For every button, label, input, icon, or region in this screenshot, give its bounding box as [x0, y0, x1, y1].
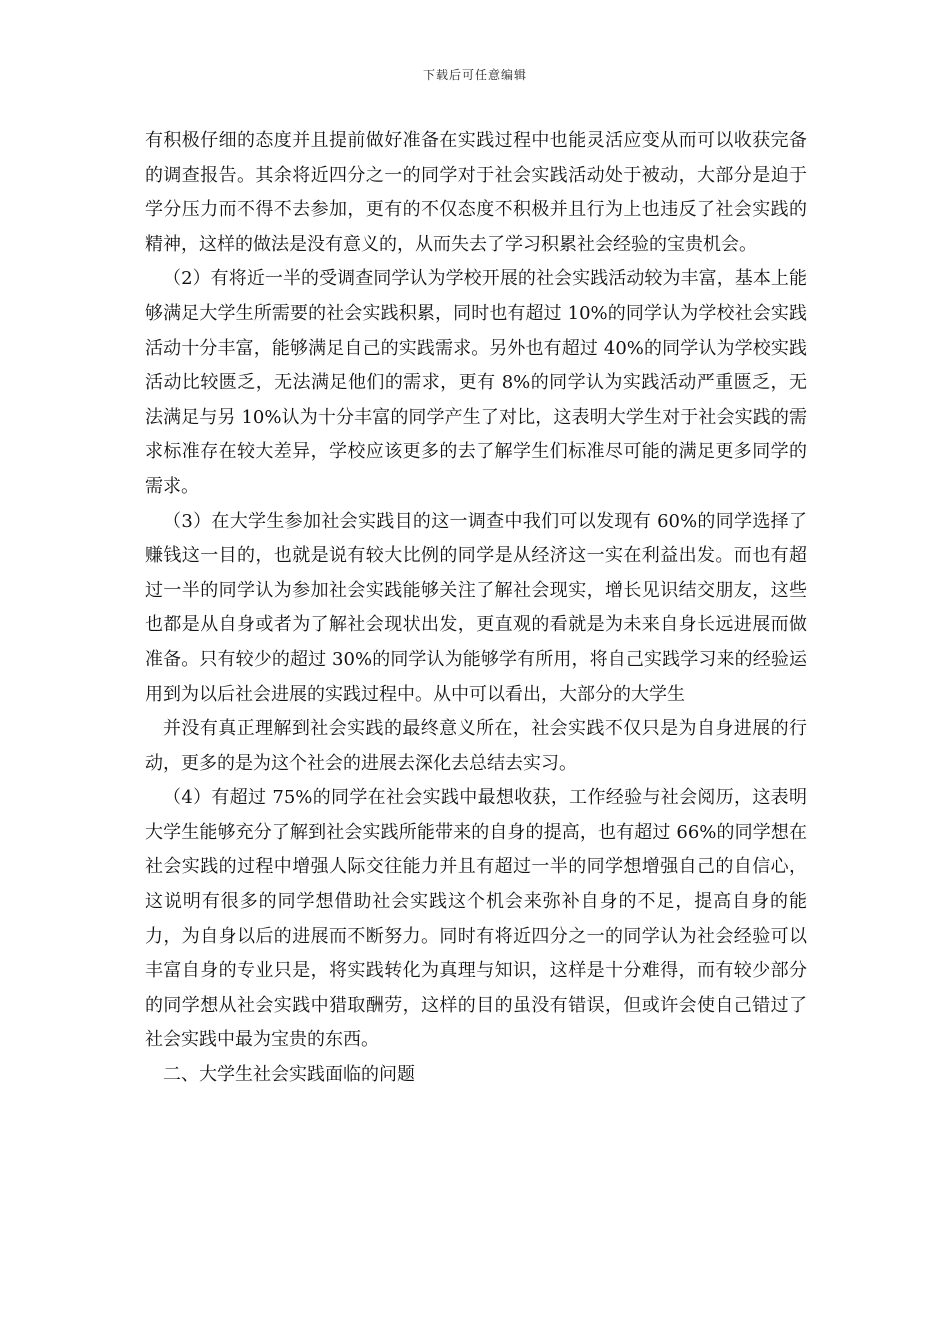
paragraph-5: （4）有超过 75%的同学在社会实践中最想收获，工作经验与社会阅历，这表明大学生能够充分了解到社会实践所能带来的自身的提高，也有超过 66%的同学想在社会实践的过程中增强人际交往能力并且有超过一半的同学想增强自己的自信心，这说明有很多的同学想借助社会实践这个机会来弥补自身的不足，提高自身的能力，为自身以后的进展而不断努力。同时有将近四分之一的同学认为社会经验可以丰富自身的专业只是，将实践转化为真理与知识，这样是十分难得，而有较少部分的同学想从社会实践中猎取酬劳，这样的目的虽没有错误，但或许会使自己错过了社会实践中最为宝贵的东西。	[145, 787, 807, 1051]
paragraph-1: 有积极仔细的态度并且提前做好准备在实践过程中也能灵活应变从而可以收获完备的调查报告。其余将近四分之一的同学对于社会实践活动处于被动，大部分是迫于学分压力而不得不去参加，更有的不仅态度不积极并且行为上也违反了社会实践的精神，这样的做法是没有意义的，从而失去了学习积累社会经验的宝贵机会。	[145, 130, 807, 255]
paragraph-2: （2）有将近一半的受调查同学认为学校开展的社会实践活动较为丰富，基本上能够满足大学生所需要的社会实践积累，同时也有超过 10%的同学认为学校社会实践活动十分丰富，能够满足自己的实践需求。另外也有超过 40%的同学认为学校实践活动比较匮乏，无法满足他们的需求，更有 8%的同学认为实践活动严重匮乏，无法满足与另 10%认为十分丰富的同学产生了对比，这表明大学生对于社会实践的需求标准存在较大差异，学校应该更多的去了解学生们标准尽可能的满足更多同学的需求。	[145, 268, 807, 497]
paragraph-3: （3）在大学生参加社会实践目的这一调查中我们可以发现有 60%的同学选择了赚钱这一目的，也就是说有较大比例的同学是从经济这一实在利益出发。而也有超过一半的同学认为参加社会实践能够关注了解社会现实，增长见识结交朋友，这些也都是从自身或者为了解社会现状出发，更直观的看就是为未来自身长远进展而做准备。只有较少的超过 30%的同学认为能够学有所用，将自己实践学习来的经验运用到为以后社会进展的实践过程中。从中可以看出，大部分的大学生	[145, 510, 807, 705]
page-header: 下载后可任意编辑	[422, 68, 527, 82]
document-body	[145, 124, 807, 1093]
paragraph-4: 并没有真正理解到社会实践的最终意义所在，社会实践不仅只是为自身进展的行动，更多的是为这个社会的进展去深化去总结去实习。	[145, 718, 807, 774]
section-heading: 二、大学生社会实践面临的问题	[163, 1064, 415, 1086]
